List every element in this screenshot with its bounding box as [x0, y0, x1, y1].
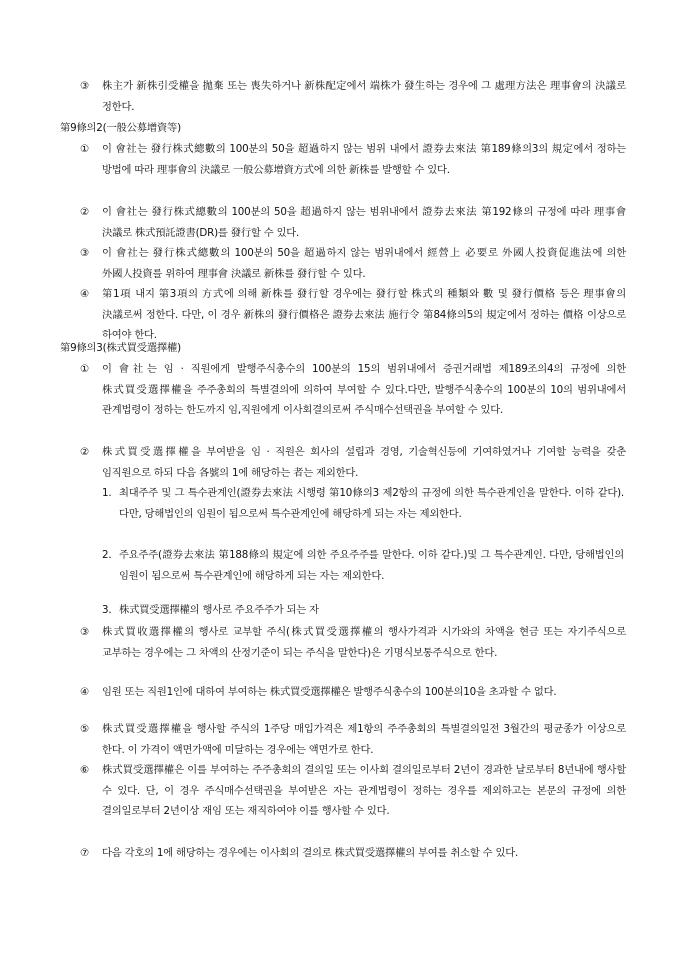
paragraph-9-3-3	[80, 622, 626, 663]
paragraph-marker: ④	[80, 686, 90, 698]
paragraph-text: 이 會社는 發行株式總數의 100분의 50을 超過하지 않는 범위내에서 經營上 必要로 外國人投資促進法에 의한 外國人投資를 위하여 理事會 決議로 新株를 發行할 수 있다.	[102, 247, 626, 280]
subitem-text: 최대주주 및 그 특수관계인(證券去來法 시행령 第10條의3 제2항의 규정에 의한 특수관계인을 말한다. 이하 같다). 다만, 당해법인의 임원이 됨으로써 특수관계인에 해당하게 되는 자는 제외한다.	[119, 487, 624, 520]
paragraph-marker: ①	[80, 363, 90, 375]
paragraph-9-2-3	[80, 243, 626, 284]
paragraph-marker: ①	[80, 143, 90, 155]
paragraph-9-3-6	[80, 760, 626, 822]
paragraph-marker: ④	[80, 288, 90, 300]
subitem-text: 주요주주(證券去來法 第188條의 規定에 의한 주요주주를 말한다. 이하 같다.)및 그 특수관계인. 다만, 당해법인의 임원이 됨으로써 특수관계인에 해당하게 되는 자는 제외한다.	[119, 549, 624, 582]
subitem-marker: 2.	[102, 549, 112, 561]
paragraph-marker: ③	[80, 626, 90, 638]
paragraph-9-3-7	[80, 843, 626, 864]
article-9-2-heading: 第9條의2(一般公募增資等)	[60, 122, 181, 134]
paragraph-text: 株式買收選擇權의 행사로 교부할 주식(株式買受選擇權의 행사가격과 시가와의 차액을 현금 또는 자기주식으로 교부하는 경우에는 그 차액의 산정기준이 되는 주식을 말한다)은 기명식보통주식으로 한다.	[102, 626, 626, 659]
paragraph-marker: ②	[80, 446, 90, 458]
paragraph-9-3-5	[80, 719, 626, 760]
paragraph-text: 이 會社는 임 · 직원에게 발행주식총수의 100분의 15의 범위내에서 증권거래법 제189조의4의 규정에 의한 株式買受選擇權을 주주총회의 특별결의에 의하여 부여할 수 있다.다만, 발행주식총수의 100분의 10의 범위내에서 관계법령이 정하는 한도까지 임,직원에게 이사회결의로써 주식매수선택권을 부여할 수 있다.	[102, 363, 626, 417]
paragraph-9-3-2	[80, 442, 626, 483]
paragraph-text: 이 會社는 發行株式總數의 100분의 50을 超過하지 않는 범위 내에서 證券去來法 第189條의3의 規定에서 정하는 방법에 따라 理事會의 決議로 一般公募增資方式에 의한 新株를 발행할 수 있다.	[102, 143, 626, 176]
paragraph-marker: ⑥	[80, 764, 90, 776]
subitem-marker: 1.	[102, 487, 112, 499]
paragraph-marker: ②	[80, 206, 90, 218]
paragraph-marker: ⑤	[80, 723, 90, 735]
subitem-text: 株式買受選擇權의 행사로 주요주주가 되는 자	[119, 604, 319, 616]
subitem-marker: 3.	[102, 604, 112, 616]
paragraph-text: 株式買受選擇權은 이를 부여하는 주주총회의 결의일 또는 이사회 결의일로부터 2년이 경과한 날로부터 8년내에 행사할 수 있다. 단, 이 경우 주식매수선택권을 부여받은 자는 관계법령이 정하는 경우를 제외하고는 본문의 규정에 의한 결의일로부터 2년이상 재임 또는 재직하여야 이를 행사할 수 있다.	[102, 764, 626, 818]
paragraph-marker: ⑦	[80, 847, 90, 859]
paragraph-9-2-4	[80, 284, 626, 346]
paragraph-marker: ③	[80, 80, 90, 92]
paragraph-text: 임원 또는 직원1인에 대하여 부여하는 株式買受選擇權은 발행주식총수의 100분의10을 초과할 수 없다.	[102, 686, 557, 698]
paragraph-9-3-1	[80, 359, 626, 421]
paragraph-9-1-3	[80, 76, 626, 117]
paragraph-text: 株式買受選擇權을 부여받을 임 · 직원은 회사의 설립과 경영, 기술혁신등에 기여하였거나 기여할 능력을 갖춘 임직원으로 하되 다음 各號의 1에 해당하는 者는 제외한다.	[102, 446, 626, 479]
subitem-2	[102, 545, 624, 586]
paragraph-marker: ③	[80, 247, 90, 259]
paragraph-9-3-4	[80, 682, 626, 703]
article-9-3-heading: 第9條의3(株式買受選擇權)	[60, 342, 181, 354]
paragraph-text: 株主가 新株引受權을 拋棄 또는 喪失하거나 新株配定에서 端株가 發生하는 경우에 그 處理方法은 理事會의 決議로 정한다.	[102, 80, 626, 113]
subitem-1	[102, 483, 624, 524]
paragraph-text: 株式買受選擇權을 행사할 주식의 1주당 매입가격은 제1항의 주주총회의 특별결의일전 3월간의 평균종가 이상으로 한다. 이 가격이 액면가액에 미달하는 경우에는 액면가로 한다.	[102, 723, 626, 756]
subitem-3	[102, 600, 624, 621]
paragraph-9-2-2	[80, 202, 626, 243]
paragraph-text: 이 會社는 發行株式總數의 100분의 50을 超過하지 않는 범위내에서 證券去來法 第192條의 규정에 따라 理事會 決議로 株式預託證書(DR)를 發行할 수 있다.	[102, 206, 626, 239]
paragraph-text: 다음 각호의 1에 해당하는 경우에는 이사회의 결의로 株式買受選擇權의 부여를 취소할 수 있다.	[102, 847, 519, 859]
paragraph-text: 第1項 내지 第3項의 方式에 의해 新株를 發行할 경우에는 發行할 株式의 種類와 數 및 發行價格 등은 理事會의 決議로써 정한다. 다만, 이 경우 新株의 發行價格은 證券去來法 施行令 第84條의5의 規定에서 정하는 價格 이상으로 하여야 한다.	[102, 288, 626, 342]
paragraph-9-2-1	[80, 139, 626, 180]
